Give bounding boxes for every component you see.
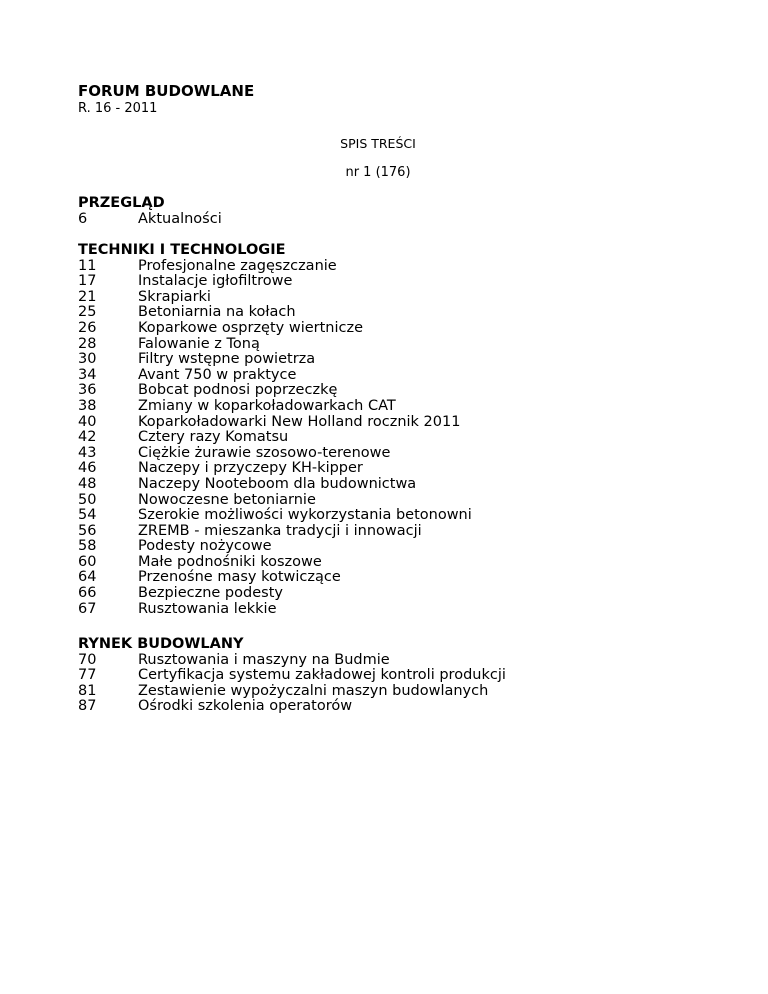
toc-entry bbox=[78, 539, 472, 555]
toc-entry-title: Przenośne masy kotwiczące bbox=[138, 569, 341, 586]
toc-page-number: 67 bbox=[78, 600, 97, 617]
toc-entry bbox=[78, 684, 506, 700]
toc-page-number: 34 bbox=[78, 366, 97, 383]
toc-entry-title: Nowoczesne betoniarnie bbox=[138, 491, 316, 508]
toc-page-number: 87 bbox=[78, 698, 97, 715]
toc-entry-title: Filtry wstępne powietrza bbox=[138, 351, 316, 368]
toc-entry bbox=[78, 668, 506, 684]
toc-entry bbox=[78, 337, 472, 353]
toc-entry bbox=[78, 212, 222, 228]
toc-entry bbox=[78, 477, 472, 493]
toc-entry bbox=[78, 524, 472, 540]
toc-entry-title: Aktualności bbox=[138, 210, 222, 227]
toc-page-number: 66 bbox=[78, 585, 97, 602]
toc-page-number: 42 bbox=[78, 429, 97, 446]
section-techniki-i-technologie bbox=[78, 243, 472, 617]
toc-entry-title: Betoniarnia na kołach bbox=[138, 304, 296, 321]
toc-heading: SPIS TREŚCI bbox=[340, 136, 416, 151]
toc-entry-title: Szerokie możliwości wykorzystania betonowni bbox=[138, 507, 472, 524]
toc-page-number: 56 bbox=[78, 522, 97, 539]
toc-page-number: 46 bbox=[78, 460, 97, 477]
toc-entry bbox=[78, 570, 472, 586]
toc-entry bbox=[78, 699, 506, 715]
toc-page-number: 50 bbox=[78, 491, 97, 508]
toc-entry-title: Bezpieczne podesty bbox=[138, 585, 283, 602]
toc-entry bbox=[78, 274, 472, 290]
toc-entry-title: Ciężkie żurawie szosowo-terenowe bbox=[138, 444, 391, 461]
toc-page-number: 43 bbox=[78, 444, 97, 461]
toc-entry bbox=[78, 415, 472, 431]
toc-entry-title: Avant 750 w praktyce bbox=[138, 366, 297, 383]
toc-entry bbox=[78, 430, 472, 446]
toc-entry bbox=[78, 383, 472, 399]
toc-page-number: 25 bbox=[78, 304, 97, 321]
toc-page-number: 81 bbox=[78, 682, 97, 699]
toc-entry bbox=[78, 493, 472, 509]
toc-page-number: 26 bbox=[78, 319, 97, 336]
toc-page-number: 38 bbox=[78, 397, 97, 414]
toc-page-number: 40 bbox=[78, 413, 97, 430]
toc-entry-title: Bobcat podnosi poprzeczkę bbox=[138, 382, 338, 399]
toc-entry bbox=[78, 461, 472, 477]
toc-entry-title: Certyfikacja systemu zakładowej kontroli produkcji bbox=[138, 667, 506, 684]
toc-page-number: 30 bbox=[78, 351, 97, 368]
toc-entry-title: Koparkowe osprzęty wiertnicze bbox=[138, 319, 364, 336]
journal-title: FORUM BUDOWLANE bbox=[78, 82, 255, 100]
toc-entry bbox=[78, 259, 472, 275]
toc-entry-title: Ośrodki szkolenia operatorów bbox=[138, 698, 353, 715]
journal-year: R. 16 - 2011 bbox=[78, 101, 158, 116]
toc-page-number: 6 bbox=[78, 210, 88, 227]
toc-entry bbox=[78, 446, 472, 462]
toc-entry-title: Cztery razy Komatsu bbox=[138, 429, 289, 446]
toc-entry-title: Zmiany w koparkoładowarkach CAT bbox=[138, 397, 396, 414]
toc-page-number: 17 bbox=[78, 273, 97, 290]
toc-entry-title: Naczepy i przyczepy KH-kipper bbox=[138, 460, 363, 477]
toc-entry bbox=[78, 290, 472, 306]
toc-entry bbox=[78, 508, 472, 524]
section-rynek-budowlany bbox=[78, 637, 506, 715]
toc-entry-title: Rusztowania lekkie bbox=[138, 600, 277, 617]
toc-page-number: 54 bbox=[78, 507, 97, 524]
toc-entry-title: Profesjonalne zagęszczanie bbox=[138, 257, 337, 274]
toc-entry-title: Naczepy Nooteboom dla budownictwa bbox=[138, 475, 417, 492]
toc-page-number: 21 bbox=[78, 288, 97, 305]
toc-entry-title: Zestawienie wypożyczalni maszyn budowlanych bbox=[138, 682, 489, 699]
toc-entry-title: Falowanie z Toną bbox=[138, 335, 260, 352]
issue-number: nr 1 (176) bbox=[345, 165, 411, 180]
toc-page-number: 70 bbox=[78, 651, 97, 668]
toc-entry bbox=[78, 653, 506, 669]
toc-page-number: 77 bbox=[78, 667, 97, 684]
toc-page-number: 60 bbox=[78, 553, 97, 570]
section-title: PRZEGLĄD bbox=[78, 195, 165, 211]
toc-entry-title: Koparkoładowarki New Holland rocznik 2011 bbox=[138, 413, 461, 430]
toc-entry bbox=[78, 602, 472, 618]
toc-entry bbox=[78, 321, 472, 337]
toc-page-number: 28 bbox=[78, 335, 97, 352]
section-title: RYNEK BUDOWLANY bbox=[78, 636, 244, 652]
toc-entry-title: Podesty nożycowe bbox=[138, 538, 272, 555]
toc-entry-title: Małe podnośniki koszowe bbox=[138, 553, 322, 570]
toc-page-number: 58 bbox=[78, 538, 97, 555]
toc-entry bbox=[78, 399, 472, 415]
toc-entry bbox=[78, 368, 472, 384]
toc-page-number: 48 bbox=[78, 475, 97, 492]
toc-page-number: 11 bbox=[78, 257, 97, 274]
toc-page-number: 64 bbox=[78, 569, 97, 586]
toc-entry-title: Rusztowania i maszyny na Budmie bbox=[138, 651, 390, 668]
section-przeglad bbox=[78, 196, 222, 227]
section-title: TECHNIKI I TECHNOLOGIE bbox=[78, 242, 286, 258]
toc-entry bbox=[78, 352, 472, 368]
toc-entry bbox=[78, 305, 472, 321]
toc-entry bbox=[78, 555, 472, 571]
toc-entry bbox=[78, 586, 472, 602]
toc-entry-title: Instalacje igłofiltrowe bbox=[138, 273, 293, 290]
toc-page-number: 36 bbox=[78, 382, 97, 399]
toc-entry-title: Skrapiarki bbox=[138, 288, 211, 305]
toc-entry-title: ZREMB - mieszanka tradycji i innowacji bbox=[138, 522, 422, 539]
